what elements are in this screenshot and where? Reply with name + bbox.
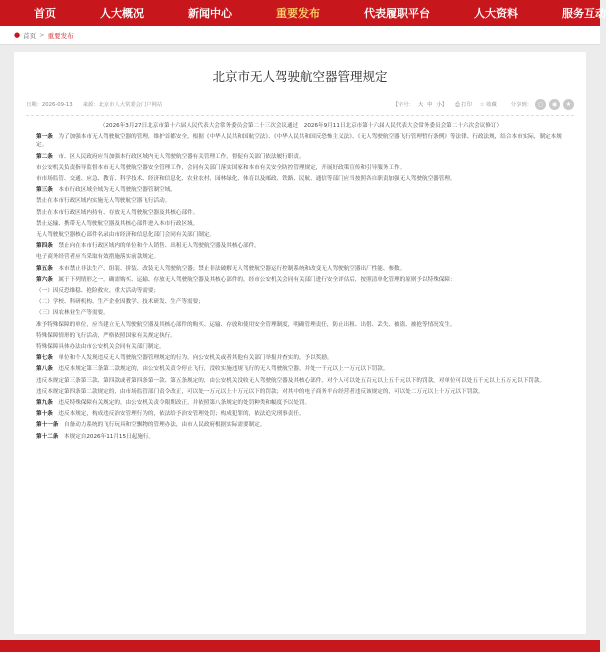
share-label: 分享到： xyxy=(510,102,532,108)
article-heading: 第六条 xyxy=(36,276,53,283)
font-size-label: 【字号： xyxy=(392,102,414,108)
breadcrumb-home[interactable]: 首页 xyxy=(23,31,37,40)
article-paragraph xyxy=(36,276,566,284)
article-text: 属于下列情形之一，确需购买、运输、存放无人驾驶航空器及其核心部件的，经市公安机关会同有关部门进行安全评估后，按照清单化管理的原则予以特殊保障： xyxy=(58,276,456,283)
font-small-button[interactable]: 小 xyxy=(436,102,442,108)
article-paragraph xyxy=(36,354,566,362)
article-text: 市、区人民政府应当加强本行政区域内无人驾驶航空器有关管理工作，督促有关部门依法履行职责。 xyxy=(58,153,305,160)
article-heading: 第七条 xyxy=(36,355,53,362)
article-paragraph: 禁止运输、携带无人驾驶航空器及其核心部件进入本市行政区域。 xyxy=(36,220,199,227)
article-container xyxy=(14,52,586,634)
article-paragraph xyxy=(36,410,566,418)
wechat-icon[interactable]: ○ xyxy=(535,99,546,110)
nav-item-news[interactable]: 新闻中心 xyxy=(188,7,232,20)
article-paragraph xyxy=(36,265,566,273)
breadcrumb xyxy=(0,26,600,45)
article-text: 为了加强本市无人驾驶航空器的管理，维护首都安全，根据《中华人民共和国航空法》、《中华人民共和国反恐怖主义法》、《无人驾驶航空器飞行管理暂行条例》等法律、行政法规，结合本市实际，制定本规定。 xyxy=(36,134,562,149)
star-icon: ☆ xyxy=(479,102,485,108)
qzone-icon[interactable]: ★ xyxy=(563,99,574,110)
article-paragraph: 准予特殊保障的单位，应当建立无人驾驶航空器及其核心部件的购买、运输、存放和使用安全管理制度，明确管理责任，防止出租、出借、丢失、被盗、被抢等情况发生。 xyxy=(36,321,456,328)
article-text: 本规定自2026年11月15日起施行。 xyxy=(64,433,155,440)
print-button[interactable] xyxy=(455,100,472,109)
meta-divider xyxy=(26,115,574,116)
top-navigation xyxy=(0,0,606,26)
article-heading: 第十条 xyxy=(36,411,53,418)
breadcrumb-separator: > xyxy=(39,31,45,39)
article-paragraph xyxy=(36,365,566,373)
favorite-label: 收藏 xyxy=(486,102,497,108)
breadcrumb-current[interactable]: 重要发布 xyxy=(47,31,74,40)
print-label: 打印 xyxy=(461,101,472,108)
article-text: 单位和个人发现违反无人驾驶航空器管理规定的行为，向公安机关或者其他有关部门举报并查实的，予以奖励。 xyxy=(58,355,333,362)
article-paragraph: 违反本规定第三条第三款、第四款或者第四条第一款、第五条规定的，由公安机关没收无人驾驶航空器及其核心部件，对个人可以处五百元以上五千元以下的罚款，对单位可以处五千元以上五万元以下罚款。 xyxy=(36,377,546,384)
favorite-button[interactable] xyxy=(480,100,497,108)
article-tools xyxy=(393,99,574,110)
article-paragraph xyxy=(36,242,566,250)
article-text: 本市禁止非法生产、组装、拼装、改装无人驾驶航空器；禁止非法破解无人驾驶航空器运行控制系统和改变无人驾驶航空器出厂性能、参数。 xyxy=(58,265,406,272)
article-heading: 第八条 xyxy=(36,366,53,373)
article-paragraph: 电子商务经营者应当采取有效措施落实前款规定。 xyxy=(36,254,160,261)
footer-bar xyxy=(0,640,600,652)
article-paragraph xyxy=(36,421,566,429)
article-paragraph: 无人驾驶航空器核心部件名录由市经济和信息化部门会同有关部门制定。 xyxy=(36,231,216,238)
article-list-item: （一）因反恐维稳、抢险救灾、重大活动等需要； xyxy=(36,287,160,294)
article-heading: 第四条 xyxy=(36,243,53,250)
article-paragraph: 特殊保障具体办法由市公安机关会同有关部门制定。 xyxy=(36,343,165,350)
article-paragraph xyxy=(36,153,566,161)
article-list-item: （三）因农林业生产等需要。 xyxy=(36,310,109,317)
article-heading: 第十二条 xyxy=(36,433,59,440)
nav-item-deputies[interactable]: 代表履职平台 xyxy=(364,7,430,20)
article-list-item: （二）学校、科研机构、生产企业因教学、技术研发、生产等需要； xyxy=(36,299,204,306)
location-pin-icon: ● xyxy=(14,31,21,39)
publish-date: 日期：2026-09-13 xyxy=(26,102,73,108)
article-paragraph: 市公安机关负责指导监督本市无人驾驶航空器安全管理工作，会同有关部门落实国家和本市有关安全防控管理规定，开展好政策宣传和引导服务工作。 xyxy=(36,164,406,171)
nav-item-materials[interactable]: 人大资料 xyxy=(474,7,518,20)
article-paragraph: 禁止在本市行政区域内实施无人驾驶航空器飞行活动。 xyxy=(36,198,171,205)
article-body xyxy=(36,122,566,444)
revision-note: （2026年3月27日北京市第十六届人民代表大会常务委员会第二十三次会议通过 2026年9月11日北京市第十六届人民代表大会常务委员会第二十六次会议修订） xyxy=(99,123,503,129)
article-paragraph xyxy=(36,186,566,194)
weibo-icon[interactable]: ◉ xyxy=(549,99,560,110)
font-medium-button[interactable]: 中 xyxy=(427,102,433,108)
article-paragraph xyxy=(36,433,566,441)
article-heading: 第三条 xyxy=(36,187,53,194)
article-paragraph: 市市场监管、交通、应急、教育、科学技术、经济和信息化、农业农村、园林绿化、体育以及邮政、铁路、民航、通信等部门应当按照各自职责加强无人驾驶航空器管理。 xyxy=(36,175,456,182)
article-heading: 第五条 xyxy=(36,265,53,272)
article-text: 禁止向在本市行政区域内的单位和个人销售、出租无人驾驶航空器及其核心部件。 xyxy=(58,243,260,250)
article-paragraph: 违反本规定第四条第二款规定的，由市场监管部门责令改正，可以处一万元以上十万元以下的罚款；对其中的电子商务平台经营者违反该规定的，可以处二万元以上十万元以下罚款。 xyxy=(36,388,484,395)
article-paragraph xyxy=(36,399,566,407)
article-heading: 第十一条 xyxy=(36,422,59,429)
printer-icon: ⎙ xyxy=(455,101,460,108)
article-paragraph xyxy=(36,133,566,149)
nav-item-releases[interactable]: 重要发布 xyxy=(276,7,320,20)
article-text: 自备动力系统的飞行玩具和空飘物的管理办法，由市人民政府根据实际需要制定。 xyxy=(64,422,266,429)
article-meta xyxy=(26,98,574,110)
nav-item-overview[interactable]: 人大概况 xyxy=(100,7,144,20)
article-source: 来源：北京市人大常委会门户网站 xyxy=(82,102,163,108)
article-text: 本市行政区域全域为无人驾驶航空器管制空域。 xyxy=(58,187,176,194)
font-large-button[interactable]: 大 xyxy=(417,102,424,108)
article-heading: 第二条 xyxy=(36,153,53,160)
nav-item-home[interactable]: 首页 xyxy=(34,7,56,20)
article-text: 违反本规定，构成违反治安管理行为的，依法给予治安管理处罚；构成犯罪的，依法追究刑事责任。 xyxy=(58,411,305,418)
article-paragraph: 禁止在本市行政区域内持有、存放无人驾驶航空器及其核心部件。 xyxy=(36,209,199,216)
article-heading: 第九条 xyxy=(36,399,53,406)
article-heading: 第一条 xyxy=(36,134,53,141)
page-title: 北京市无人驾驶航空器管理规定 xyxy=(212,69,388,84)
nav-item-services[interactable]: 服务互动 xyxy=(562,7,606,20)
font-size-label-end: 】 xyxy=(441,102,448,108)
article-text: 违反特殊保障有关规定的，由公安机关责令限期改正，并依照第八条规定的处罚种类和幅度予以处罚。 xyxy=(58,399,311,406)
article-paragraph: 特殊保障情形的飞行活动，严格依照国家有关规定执行。 xyxy=(36,332,176,339)
article-text: 违反本规定第三条第二款规定的，由公安机关责令停止飞行，没收实施违规飞行的无人驾驶航空器，并处一千元以上一万元以下罚款。 xyxy=(58,366,389,373)
